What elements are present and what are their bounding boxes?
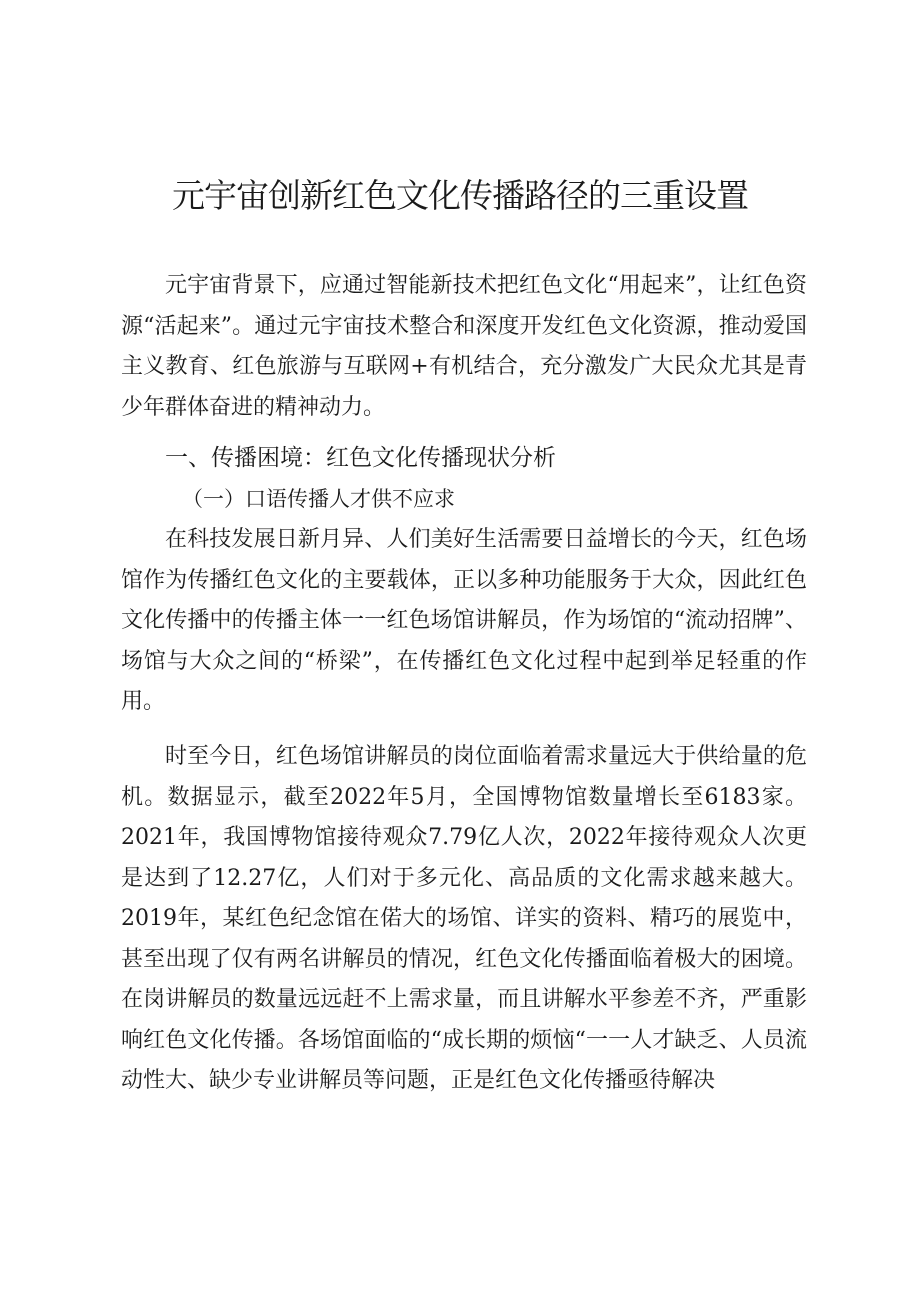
- intro-paragraph: 元宇宙背景下，应通过智能新技术把红色文化“用起来”，让红色资源“活起来”。通过元宇宙技术整合和深度开发红色文化资源，推动爱国主义教育、红色旅游与互联网+有机结合，充分激发广大民众尤其是青少年群体奋进的精神动力。: [121, 273, 807, 420]
- body-paragraph-2: 在科技发展日新月异、人们美好生活需要日益增长的今天，红色场馆作为传播红色文化的主要载体，正以多种功能服务于大众，因此红色文化传播中的传播主体一一红色场馆讲解员，作为场馆的“流动招牌”、场馆与大众之间的“桥梁”，在传播红色文化过程中起到举足轻重的作用。: [121, 527, 807, 714]
- document-title: 元宇宙创新红色文化传播路径的三重设置: [172, 176, 748, 215]
- subsection-heading: （一）口语传播人才供不应求: [182, 487, 455, 511]
- body-paragraph-3: 时至今日，红色场馆讲解员的岗位面临着需求量远大于供给量的危机。数据显示，截至2022年5月，全国博物馆数量增长至6183家。2021年，我国博物馆接待观众7.79亿人次，2022年接待观众人次更是达到了12.27亿，人们对于多元化、高品质的文化需求越来越大。2019年，某红色纪念馆在偌大的场馆、详实的资料、精巧的展览中，甚至出现了仅有两名讲解员的情况，红色文化传播面临着极大的困境。在岗讲解员的数量远远赶不上需求量，而且讲解水平参差不齐，严重影响红色文化传播。各场馆面临的“成长期的烦恼“一一人才缺乏、人员流动性大、缺少专业讲解员等问题，正是红色文化传播亟待解决: [121, 744, 807, 1093]
- section-heading: 一、传播困境：红色文化传播现状分析: [165, 445, 556, 471]
